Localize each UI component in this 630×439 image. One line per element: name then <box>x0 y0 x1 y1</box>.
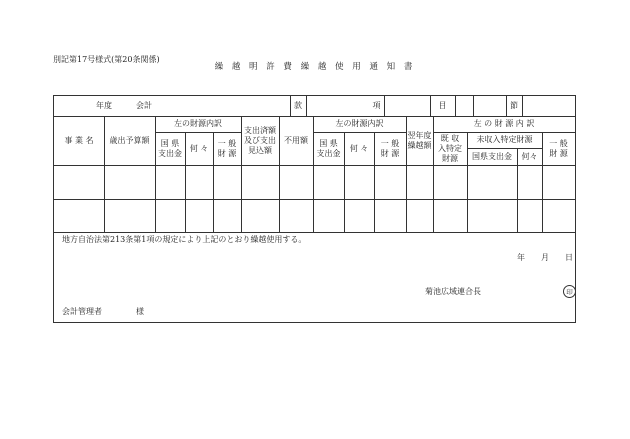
zaigen-uchiwake-header-2: 左の財源内訳 <box>335 119 384 128</box>
kokken-shishutsukin-header-1: 国 県 支出金 <box>158 138 182 158</box>
jigyo-mei-header: 事 業 名 <box>64 135 94 145</box>
addressee-label: 会計管理者 <box>62 307 102 316</box>
seal-mark: 印 <box>563 285 576 298</box>
form-frame <box>53 95 576 323</box>
rule <box>473 96 474 116</box>
shishutsu-sumi-header: 支出済額 及び支出 見込額 <box>244 125 276 155</box>
rule <box>54 165 575 166</box>
kaka-header-2: 何 々 <box>349 143 369 153</box>
kokken-shishutsukin-header-3: 国県支出金 <box>472 151 512 161</box>
kishu-tokutei-header: 既 収 入特定 財源 <box>438 133 462 163</box>
rule <box>54 199 575 200</box>
rule <box>522 96 523 116</box>
kaka-header-1: 何 々 <box>189 143 209 153</box>
kaikei-label: 会計 <box>136 101 152 110</box>
issuer-name: 菊池広域連合長 <box>425 287 481 296</box>
rule <box>384 96 385 116</box>
date-line: 年 月 日 <box>517 253 573 262</box>
kou-label: 項 <box>372 101 381 110</box>
saishutsu-yosan-header: 歳出予算額 <box>109 135 150 145</box>
zaigen-uchiwake-header-1: 左の財源内訳 <box>174 119 222 128</box>
form-label: 別記第17号様式(第20条関係) <box>53 55 160 64</box>
fuyogaku-header: 不用額 <box>284 135 308 145</box>
kaka-header-3: 何々 <box>521 151 538 161</box>
statement-text: 地方自治法第213条第1項の規定により上記のとおり繰越使用する。 <box>62 235 307 244</box>
kan-label: 款 <box>294 101 302 110</box>
sama-label: 様 <box>136 307 144 316</box>
ippan-zaigen-header-2: 一 般 財 源 <box>380 138 400 158</box>
kokken-shishutsukin-header-2: 国 県 支出金 <box>316 138 341 158</box>
nendo-label: 年度 <box>96 101 112 110</box>
ippan-zaigen-header-1: 一 般 財 源 <box>217 138 237 158</box>
document-title: 繰 越 明 許 費 繰 越 使 用 通 知 書 <box>214 62 416 72</box>
zaigen-uchiwake-header-3: 左 の 財 源 内 訳 <box>473 119 535 128</box>
rule <box>306 96 307 116</box>
ippan-zaigen-header-3: 一 般 財 源 <box>549 138 568 158</box>
rule <box>54 232 575 233</box>
setsu-label: 節 <box>510 101 518 110</box>
rule <box>455 96 456 116</box>
mishu-tokutei-header: 未収入特定財源 <box>476 135 533 144</box>
moku-label: 目 <box>438 101 447 110</box>
yokunendo-kurikoshi-header: 翌年度 繰越額 <box>407 130 432 150</box>
